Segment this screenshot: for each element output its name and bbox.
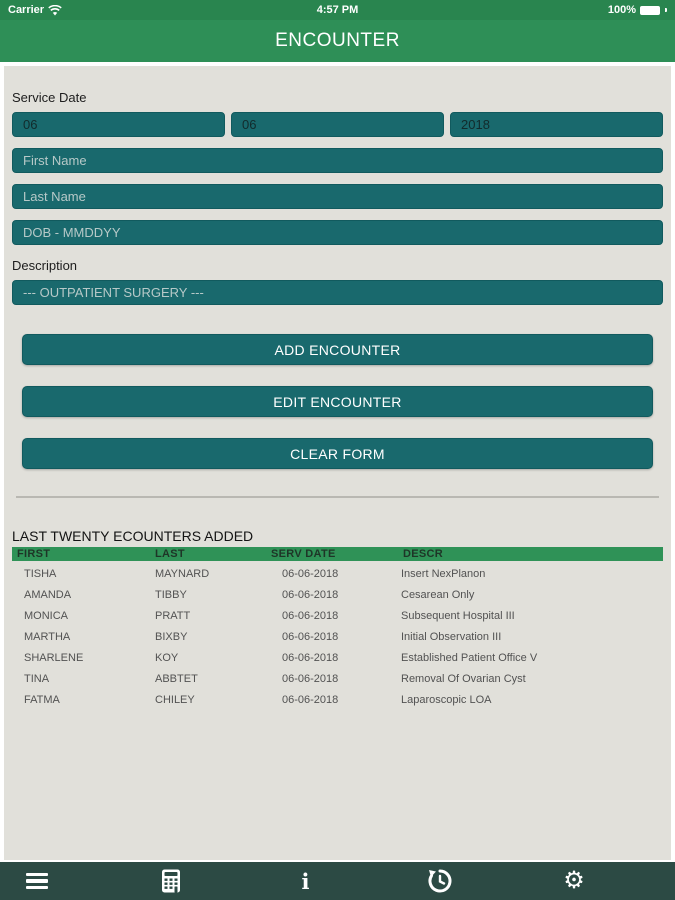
gear-icon: ⚙ — [563, 867, 585, 894]
table-row[interactable] — [12, 605, 663, 626]
column-header: FIRST — [17, 548, 51, 560]
history-icon — [427, 868, 453, 894]
service-date-row — [12, 112, 663, 137]
table-cell: ABBTET — [155, 672, 198, 685]
table-cell: Insert NexPlanon — [401, 567, 486, 580]
battery-percent-label: 100% — [607, 4, 636, 16]
table-cell: CHILEY — [155, 693, 195, 706]
column-header: SERV DATE — [271, 548, 336, 560]
table-heading: LAST TWENTY ECOUNTERS ADDED — [12, 528, 254, 544]
history-button[interactable] — [425, 866, 455, 896]
table-cell: BIXBY — [155, 630, 188, 643]
battery-nub — [665, 8, 667, 12]
table-row[interactable] — [12, 584, 663, 605]
wifi-icon — [48, 5, 62, 16]
service-month-input[interactable] — [12, 112, 225, 137]
column-header: LAST — [155, 548, 185, 560]
table-row[interactable] — [12, 668, 663, 689]
info-icon: i — [301, 868, 310, 894]
table-cell: MAYNARD — [155, 567, 210, 580]
table-cell: TINA — [24, 672, 50, 685]
table-cell: Subsequent Hospital III — [401, 609, 515, 622]
table-cell: PRATT — [155, 609, 191, 622]
table-cell: AMANDA — [24, 588, 72, 601]
table-cell: KOY — [155, 651, 179, 664]
table-cell: MARTHA — [24, 630, 71, 643]
service-day-input[interactable] — [231, 112, 444, 137]
carrier-label: Carrier — [8, 4, 45, 16]
clock-label: 4:57 PM — [316, 4, 359, 16]
app-header — [0, 20, 675, 62]
table-cell: Cesarean Only — [401, 588, 475, 601]
table-cell: 06-06-2018 — [282, 609, 339, 622]
last-name-input[interactable] — [12, 184, 663, 209]
bottom-toolbar — [0, 862, 675, 900]
table-cell: 06-06-2018 — [282, 630, 339, 643]
table-cell: 06-06-2018 — [282, 567, 339, 580]
button-stack — [22, 334, 653, 469]
table-row[interactable] — [12, 563, 663, 584]
table-cell: MONICA — [24, 609, 68, 622]
encounter-table-header — [12, 547, 663, 561]
table-cell: TIBBY — [155, 588, 187, 601]
service-date-label: Service Date — [12, 90, 87, 105]
menu-button[interactable] — [22, 866, 52, 896]
add-encounter-button[interactable]: ADD ENCOUNTER — [22, 334, 653, 365]
table-row[interactable] — [12, 647, 663, 668]
table-cell: Removal Of Ovarian Cyst — [401, 672, 526, 685]
table-cell: Established Patient Office V — [401, 651, 538, 664]
table-cell: 06-06-2018 — [282, 588, 339, 601]
table-cell: Laparoscopic LOA — [401, 693, 492, 706]
encounter-table-body — [12, 563, 663, 710]
service-year-input[interactable] — [450, 112, 663, 137]
table-row[interactable] — [12, 626, 663, 647]
first-name-input[interactable] — [12, 148, 663, 173]
edit-encounter-button[interactable]: EDIT ENCOUNTER — [22, 386, 653, 417]
table-cell: 06-06-2018 — [282, 672, 339, 685]
clear-form-button[interactable]: CLEAR FORM — [22, 438, 653, 469]
status-bar — [0, 0, 675, 20]
section-divider — [16, 496, 659, 498]
main-content — [4, 66, 671, 860]
table-cell: 06-06-2018 — [282, 651, 339, 664]
table-cell: TISHA — [24, 567, 57, 580]
description-picker[interactable]: --- OUTPATIENT SURGERY --- — [12, 280, 663, 305]
table-cell: SHARLENE — [24, 651, 84, 664]
page-title: ENCOUNTER — [275, 30, 400, 51]
dob-input[interactable] — [12, 220, 663, 245]
info-button[interactable] — [291, 866, 321, 896]
table-row[interactable] — [12, 689, 663, 710]
table-cell: 06-06-2018 — [282, 693, 339, 706]
calculator-button[interactable] — [156, 866, 186, 896]
calculator-icon — [161, 869, 181, 893]
column-header: DESCR — [403, 548, 444, 560]
table-cell: FATMA — [24, 693, 60, 706]
description-label: Description — [12, 258, 78, 273]
menu-icon — [26, 873, 48, 890]
table-cell: Initial Observation III — [401, 630, 502, 643]
settings-button[interactable] — [559, 866, 589, 896]
battery-icon — [640, 6, 660, 15]
